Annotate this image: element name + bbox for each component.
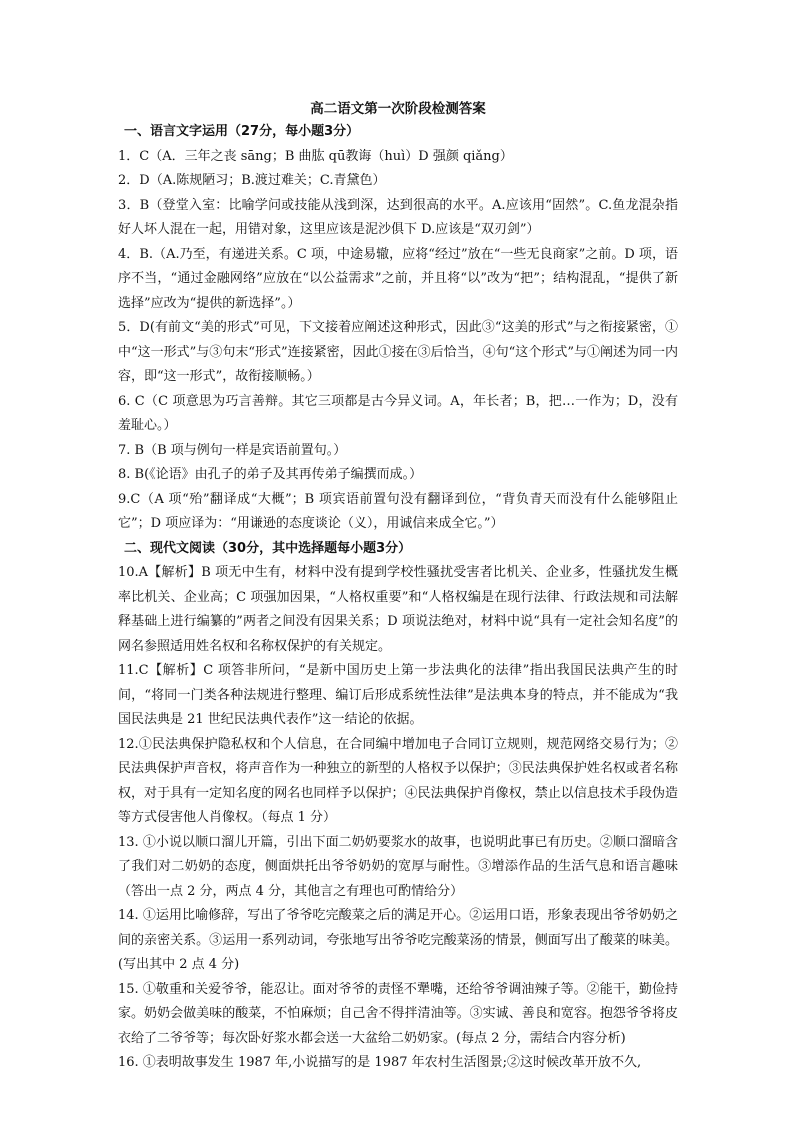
answer-item-9: 9.C（A 项“殆”翻译成“大概”；B 项宾语前置句没有翻译到位，“背负青天而没有什么能够阻止它”；D 项应译为：“用谦逊的态度谈论（义），用诚信来成全它。”） <box>118 491 678 531</box>
answer-item-11: 11.C【解析】C 项答非所问，“是新中国历史上第一步法典化的法律”指出我国民法典产生的时间，“将同一门类各种法规进行整理、编订后形成系统性法律”是法典本身的特点，并不能成为“我国民法典是 21 世纪民法典代表作”这一结论的依据。 <box>118 663 678 727</box>
answer-item-5: 5．D(有前文“美的形式”可见，下文接着应阐述这种形式，因此③“这美的形式”与之衔接紧密，①中“这一形式”与③句末“形式”连接紧密，因此①接在③后恰当，④句“这个形式”与①阐述为同一内容，即“这一形式”，故衔接顺畅。） <box>118 320 678 384</box>
answer-item-10: 10.A【解析】B 项无中生有，材料中没有提到学校性骚扰受害者比机关、企业多，性骚扰发生概率比机关、企业高；C 项强加因果，“人格权重要”和“人格权编是在现行法律、行政法规和司法解释基础上进行编纂的”两者之间没有因果关系；D 项说法绝对，材料中说“具有一定社会知名度”的网名参照适用姓名权和名称权保护的有关规定。 <box>118 565 678 654</box>
answer-item-14: 14. ①运用比喻修辞，写出了爷爷吃完酸菜之后的满足开心。②运用口语，形象表现出爷爷奶奶之间的亲密关系。③运用一系列动词，夸张地写出爷爷吃完酸菜汤的情景，侧面写出了酸菜的味美。(写出其中 2 点 4 分) <box>118 908 678 972</box>
answer-item-4: 4．B.（A.乃至，有递进关系。C 项，中途易辙，应将“经过”放在“一些无良商家”之前。D 项，语序不当，“通过金融网络”应放在“以公益需求”之前，并且将“以”改为“把”；结构混乱，“提供了新选择”应改为“提供的新选择”。） <box>118 246 678 311</box>
answer-item-3: 3．B（登堂入室：比喻学问或技能从浅到深，达到很高的水平。A.应该用“固然”。C.鱼龙混杂指好人坏人混在一起，用错对象，这里应该是泥沙俱下 D.应该是“双刃剑”） <box>118 197 678 237</box>
answer-item-16: 16. ①表明故事发生 1987 年,小说描写的是 1987 年农村生活图景;②这时候改革开放不久, <box>118 1055 642 1070</box>
document-title: 高二语文第一次阶段检测答案 <box>310 101 486 117</box>
answer-document <box>118 98 678 1076</box>
answer-item-2: 2．D（A.陈规陋习；B.渡过难关；C.青黛色） <box>118 173 386 188</box>
answer-item-12: 12.①民法典保护隐私权和个人信息，在合同编中增加电子合同订立规则，规范网络交易行为；②民法典保护声音权，将声音作为一种独立的新型的人格权予以保护；③民法典保护姓名权或者名称权，对于具有一定知名度的网名也同样予以保护；④民法典保护肖像权，禁止以信息技术手段伪造等方式侵害他人肖像权。（每点 1 分） <box>118 736 678 825</box>
section-heading-2: 二、现代文阅读（30分，其中选择题每小题3分） <box>124 540 412 556</box>
answer-item-7: 7. B（B 项与例句一样是宾语前置句。） <box>118 442 347 458</box>
answer-item-1: 1．C（A．三年之丧 sāng；B 曲肱 qū教诲（huì）D 强颜 qiǎng） <box>118 148 513 164</box>
answer-item-13: 13. ①小说以顺口溜儿开篇，引出下面二奶奶要浆水的故事，也说明此事已有历史。②顺口溜暗含了我们对二奶奶的态度，侧面烘托出爷爷奶奶的宽厚与耐性。③增添作品的生活气息和语言趣味（答出一点 2 分，两点 4 分，其他言之有理也可酌情给分） <box>118 834 678 899</box>
section-heading-1: 一、语言文字运用（27分，每小题3分） <box>124 124 360 139</box>
answer-item-8: 8. B(《论语》由孔子的弟子及其再传弟子编撰而成。） <box>118 467 423 482</box>
answer-item-15: 15. ①敬重和关爱爷爷，能忍让。面对爷爷的责怪不犟嘴，还给爷爷调油辣子等。②能干，勤俭持家。奶奶会做美味的酸菜，不怕麻烦；自己舍不得拌清油等。③实诚、善良和宽容。抱怨爷爷将皮衣给了二爷爷等；每次卧好浆水都会送一大盆给二奶奶家。(每点 2 分，需结合内容分析) <box>118 981 678 1046</box>
answer-item-6: 6. C（C 项意思为巧言善辩。其它三项都是古今异义词。A，年长者；B，把…一作为；D，没有羞耻心。） <box>118 393 678 433</box>
